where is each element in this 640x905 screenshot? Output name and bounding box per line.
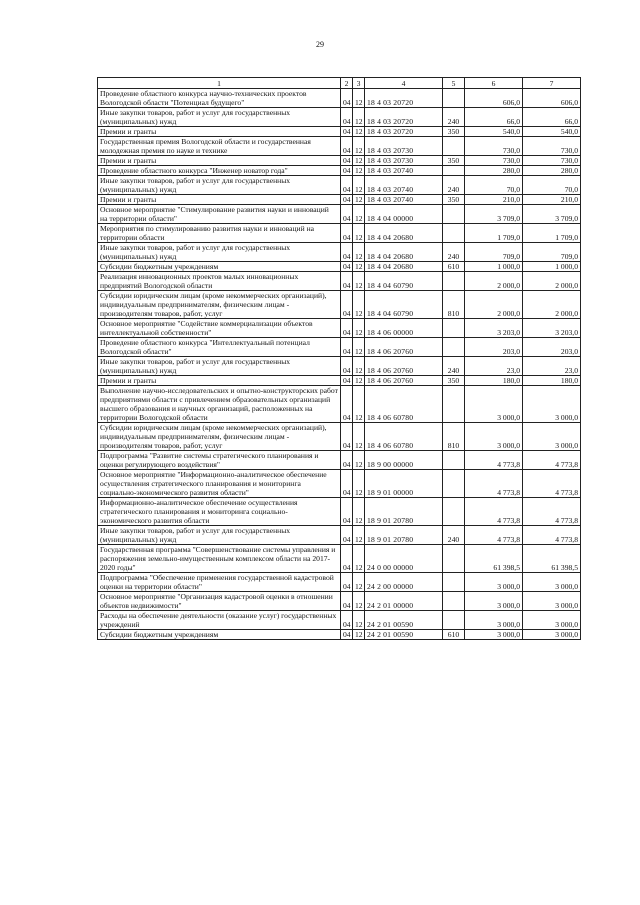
amount-total-cell: 606,0 xyxy=(523,89,581,108)
target-article-cell: 24 0 00 00000 xyxy=(365,545,443,573)
row-name-cell: Основное мероприятие "Информационно-аналитическое обеспечение осуществления стратегического планирования и мониторинга социально-экономического развития области" xyxy=(98,470,341,498)
row-name-cell: Иные закупки товаров, работ и услуг для государственных (муниципальных) нужд xyxy=(98,108,341,127)
subsection-code-cell: 12 xyxy=(353,611,365,630)
section-code-cell: 04 xyxy=(341,498,353,526)
section-code-cell: 04 xyxy=(341,573,353,592)
section-code-cell: 04 xyxy=(341,451,353,470)
row-name-cell: Мероприятия по стимулированию развития науки и инноваций на территории области xyxy=(98,224,341,243)
subsection-code-cell: 12 xyxy=(353,526,365,545)
row-name-cell: Премии и гранты xyxy=(98,376,341,386)
amount-cell: 3 000,0 xyxy=(465,630,523,640)
amount-cell: 3 000,0 xyxy=(465,386,523,423)
section-code-cell: 04 xyxy=(341,611,353,630)
row-name-cell: Проведение областного конкурса "Инженер новатор года" xyxy=(98,166,341,176)
row-name-cell: Субсидии юридическим лицам (кроме некоммерческих организаций), индивидуальным предпринимателям, физическим лицам - производителям товаров, работ, услуг xyxy=(98,291,341,319)
table-row xyxy=(98,611,581,630)
amount-total-cell: 66,0 xyxy=(523,108,581,127)
table-row xyxy=(98,156,581,166)
column-header: 7 xyxy=(523,78,581,89)
section-code-cell: 04 xyxy=(341,224,353,243)
table-row xyxy=(98,108,581,127)
amount-cell: 3 709,0 xyxy=(465,205,523,224)
subsection-code-cell: 12 xyxy=(353,319,365,338)
target-article-cell: 18 4 06 20760 xyxy=(365,376,443,386)
table-row xyxy=(98,423,581,451)
table-row xyxy=(98,224,581,243)
expense-type-cell xyxy=(443,224,465,243)
subsection-code-cell: 12 xyxy=(353,357,365,376)
subsection-code-cell: 12 xyxy=(353,272,365,291)
section-code-cell: 04 xyxy=(341,545,353,573)
expense-type-cell xyxy=(443,89,465,108)
section-code-cell: 04 xyxy=(341,423,353,451)
amount-total-cell: 709,0 xyxy=(523,243,581,262)
subsection-code-cell: 12 xyxy=(353,291,365,319)
section-code-cell: 04 xyxy=(341,291,353,319)
row-name-cell: Субсидии юридическим лицам (кроме некоммерческих организаций), индивидуальным предпринимателям, физическим лицам - производителям товаров, работ, услуг xyxy=(98,423,341,451)
subsection-code-cell: 12 xyxy=(353,386,365,423)
target-article-cell: 18 4 04 60790 xyxy=(365,272,443,291)
amount-total-cell: 180,0 xyxy=(523,376,581,386)
subsection-code-cell: 12 xyxy=(353,338,365,357)
subsection-code-cell: 12 xyxy=(353,592,365,611)
target-article-cell: 18 4 06 20760 xyxy=(365,357,443,376)
table-row xyxy=(98,545,581,573)
row-name-cell: Реализация инновационных проектов малых инновационных предприятий Вологодской области xyxy=(98,272,341,291)
section-code-cell: 04 xyxy=(341,176,353,195)
amount-cell: 61 398,5 xyxy=(465,545,523,573)
amount-total-cell: 4 773,8 xyxy=(523,498,581,526)
expense-type-cell xyxy=(443,137,465,156)
expense-type-cell: 350 xyxy=(443,376,465,386)
row-name-cell: Премии и гранты xyxy=(98,156,341,166)
table-row xyxy=(98,592,581,611)
column-header: 6 xyxy=(465,78,523,89)
amount-total-cell: 4 773,8 xyxy=(523,451,581,470)
amount-cell: 4 773,8 xyxy=(465,470,523,498)
row-name-cell: Основное мероприятие "Содействие коммерциализации объектов интеллектуальной собственности" xyxy=(98,319,341,338)
expense-type-cell: 610 xyxy=(443,630,465,640)
amount-cell: 3 203,0 xyxy=(465,319,523,338)
amount-total-cell: 540,0 xyxy=(523,127,581,137)
amount-total-cell: 730,0 xyxy=(523,156,581,166)
amount-cell: 540,0 xyxy=(465,127,523,137)
target-article-cell: 18 4 04 20680 xyxy=(365,224,443,243)
expense-type-cell: 240 xyxy=(443,357,465,376)
section-code-cell: 04 xyxy=(341,592,353,611)
amount-cell: 1 000,0 xyxy=(465,262,523,272)
target-article-cell: 18 4 03 20730 xyxy=(365,137,443,156)
subsection-code-cell: 12 xyxy=(353,376,365,386)
subsection-code-cell: 12 xyxy=(353,451,365,470)
section-code-cell: 04 xyxy=(341,195,353,205)
amount-total-cell: 61 398,5 xyxy=(523,545,581,573)
column-header: 1 xyxy=(98,78,341,89)
column-header: 4 xyxy=(365,78,443,89)
target-article-cell: 18 4 04 60790 xyxy=(365,291,443,319)
amount-cell: 70,0 xyxy=(465,176,523,195)
table-row xyxy=(98,451,581,470)
row-name-cell: Основное мероприятие "Организация кадастровой оценки в отношении объектов недвижимости" xyxy=(98,592,341,611)
table-row xyxy=(98,89,581,108)
target-article-cell: 18 4 03 20740 xyxy=(365,176,443,195)
subsection-code-cell: 12 xyxy=(353,545,365,573)
target-article-cell: 18 4 03 20740 xyxy=(365,166,443,176)
section-code-cell: 04 xyxy=(341,376,353,386)
row-name-cell: Подпрограмма "Развитие системы стратегического планирования и оценки регулирующего воздействия" xyxy=(98,451,341,470)
expense-type-cell: 810 xyxy=(443,423,465,451)
subsection-code-cell: 12 xyxy=(353,630,365,640)
amount-total-cell: 70,0 xyxy=(523,176,581,195)
amount-cell: 23,0 xyxy=(465,357,523,376)
target-article-cell: 18 4 04 20680 xyxy=(365,243,443,262)
section-code-cell: 04 xyxy=(341,319,353,338)
expense-type-cell xyxy=(443,166,465,176)
column-header: 5 xyxy=(443,78,465,89)
section-code-cell: 04 xyxy=(341,108,353,127)
amount-cell: 66,0 xyxy=(465,108,523,127)
amount-cell: 730,0 xyxy=(465,137,523,156)
amount-total-cell: 3 000,0 xyxy=(523,611,581,630)
expense-type-cell: 810 xyxy=(443,291,465,319)
subsection-code-cell: 12 xyxy=(353,89,365,108)
row-name-cell: Государственная премия Вологодской области и государственная молодежная премия по науке и технике xyxy=(98,137,341,156)
table-row xyxy=(98,176,581,195)
expense-type-cell: 350 xyxy=(443,156,465,166)
subsection-code-cell: 12 xyxy=(353,573,365,592)
expense-type-cell xyxy=(443,611,465,630)
subsection-code-cell: 12 xyxy=(353,195,365,205)
subsection-code-cell: 12 xyxy=(353,176,365,195)
amount-total-cell: 3 000,0 xyxy=(523,423,581,451)
target-article-cell: 18 4 03 20740 xyxy=(365,195,443,205)
row-name-cell: Выполнение научно-исследовательских и опытно-конструкторских работ предприятиями области с привлечением образовательных организаций высшего образования и научных организаций, расположенных на территории Вологодской области xyxy=(98,386,341,423)
subsection-code-cell: 12 xyxy=(353,108,365,127)
amount-cell: 709,0 xyxy=(465,243,523,262)
target-article-cell: 18 9 01 20780 xyxy=(365,498,443,526)
section-code-cell: 04 xyxy=(341,89,353,108)
subsection-code-cell: 12 xyxy=(353,423,365,451)
target-article-cell: 18 4 06 00000 xyxy=(365,319,443,338)
table-row xyxy=(98,526,581,545)
section-code-cell: 04 xyxy=(341,272,353,291)
column-header: 3 xyxy=(353,78,365,89)
expense-type-cell xyxy=(443,573,465,592)
target-article-cell: 18 9 00 00000 xyxy=(365,451,443,470)
expense-type-cell: 350 xyxy=(443,195,465,205)
row-name-cell: Субсидии бюджетным учреждениям xyxy=(98,630,341,640)
target-article-cell: 18 4 03 20730 xyxy=(365,156,443,166)
expense-type-cell xyxy=(443,338,465,357)
expense-type-cell: 240 xyxy=(443,526,465,545)
expense-type-cell xyxy=(443,205,465,224)
row-name-cell: Субсидии бюджетным учреждениям xyxy=(98,262,341,272)
amount-total-cell: 3 000,0 xyxy=(523,592,581,611)
amount-cell: 180,0 xyxy=(465,376,523,386)
section-code-cell: 04 xyxy=(341,156,353,166)
table-row xyxy=(98,262,581,272)
amount-total-cell: 280,0 xyxy=(523,166,581,176)
amount-total-cell: 203,0 xyxy=(523,338,581,357)
table-row xyxy=(98,498,581,526)
expense-type-cell xyxy=(443,319,465,338)
target-article-cell: 24 2 01 00590 xyxy=(365,630,443,640)
amount-cell: 2 000,0 xyxy=(465,291,523,319)
target-article-cell: 18 4 04 20680 xyxy=(365,262,443,272)
column-header: 2 xyxy=(341,78,353,89)
subsection-code-cell: 12 xyxy=(353,262,365,272)
amount-total-cell: 3 000,0 xyxy=(523,573,581,592)
table-row xyxy=(98,470,581,498)
target-article-cell: 24 2 01 00000 xyxy=(365,592,443,611)
target-article-cell: 18 4 03 20720 xyxy=(365,127,443,137)
table-row xyxy=(98,357,581,376)
amount-cell: 730,0 xyxy=(465,156,523,166)
table-header-row xyxy=(98,78,581,89)
table-row xyxy=(98,205,581,224)
target-article-cell: 18 9 01 00000 xyxy=(365,470,443,498)
table-row xyxy=(98,386,581,423)
row-name-cell: Иные закупки товаров, работ и услуг для государственных (муниципальных) нужд xyxy=(98,176,341,195)
amount-total-cell: 2 000,0 xyxy=(523,291,581,319)
subsection-code-cell: 12 xyxy=(353,156,365,166)
table-row xyxy=(98,291,581,319)
section-code-cell: 04 xyxy=(341,127,353,137)
amount-cell: 280,0 xyxy=(465,166,523,176)
section-code-cell: 04 xyxy=(341,386,353,423)
amount-cell: 3 000,0 xyxy=(465,592,523,611)
table-row xyxy=(98,137,581,156)
amount-cell: 203,0 xyxy=(465,338,523,357)
target-article-cell: 18 4 06 60780 xyxy=(365,386,443,423)
subsection-code-cell: 12 xyxy=(353,166,365,176)
expense-type-cell xyxy=(443,545,465,573)
row-name-cell: Проведение областного конкурса "Интеллектуальный потенциал Вологодской области" xyxy=(98,338,341,357)
target-article-cell: 24 2 01 00590 xyxy=(365,611,443,630)
table-row xyxy=(98,376,581,386)
expense-type-cell: 240 xyxy=(443,243,465,262)
row-name-cell: Премии и гранты xyxy=(98,195,341,205)
table-body xyxy=(98,89,581,640)
section-code-cell: 04 xyxy=(341,137,353,156)
section-code-cell: 04 xyxy=(341,630,353,640)
table-row xyxy=(98,319,581,338)
subsection-code-cell: 12 xyxy=(353,127,365,137)
budget-table xyxy=(97,77,581,640)
amount-total-cell: 3 203,0 xyxy=(523,319,581,338)
expense-type-cell xyxy=(443,451,465,470)
expense-type-cell: 610 xyxy=(443,262,465,272)
amount-total-cell: 3 709,0 xyxy=(523,205,581,224)
amount-total-cell: 730,0 xyxy=(523,137,581,156)
row-name-cell: Информационно-аналитическое обеспечение осуществления стратегического планирования и мониторинга социально-экономического развития области xyxy=(98,498,341,526)
amount-total-cell: 4 773,8 xyxy=(523,526,581,545)
target-article-cell: 18 4 03 20720 xyxy=(365,108,443,127)
table-row xyxy=(98,272,581,291)
section-code-cell: 04 xyxy=(341,470,353,498)
row-name-cell: Подпрограмма "Обеспечение применения государственной кадастровой оценки на территории области" xyxy=(98,573,341,592)
row-name-cell: Иные закупки товаров, работ и услуг для государственных (муниципальных) нужд xyxy=(98,243,341,262)
table-row xyxy=(98,573,581,592)
subsection-code-cell: 12 xyxy=(353,205,365,224)
row-name-cell: Иные закупки товаров, работ и услуг для государственных (муниципальных) нужд xyxy=(98,526,341,545)
target-article-cell: 18 4 06 20760 xyxy=(365,338,443,357)
section-code-cell: 04 xyxy=(341,262,353,272)
amount-cell: 3 000,0 xyxy=(465,573,523,592)
target-article-cell: 24 2 00 00000 xyxy=(365,573,443,592)
table-row xyxy=(98,338,581,357)
amount-total-cell: 3 000,0 xyxy=(523,630,581,640)
amount-cell: 4 773,8 xyxy=(465,451,523,470)
table-row xyxy=(98,243,581,262)
target-article-cell: 18 4 03 20720 xyxy=(365,89,443,108)
table-row xyxy=(98,195,581,205)
row-name-cell: Расходы на обеспечение деятельности (оказание услуг) государственных учреждений xyxy=(98,611,341,630)
amount-total-cell: 2 000,0 xyxy=(523,272,581,291)
amount-cell: 2 000,0 xyxy=(465,272,523,291)
amount-total-cell: 23,0 xyxy=(523,357,581,376)
amount-cell: 3 000,0 xyxy=(465,611,523,630)
section-code-cell: 04 xyxy=(341,526,353,545)
subsection-code-cell: 12 xyxy=(353,470,365,498)
expense-type-cell xyxy=(443,470,465,498)
amount-cell: 3 000,0 xyxy=(465,423,523,451)
table-row xyxy=(98,127,581,137)
subsection-code-cell: 12 xyxy=(353,498,365,526)
subsection-code-cell: 12 xyxy=(353,224,365,243)
expense-type-cell: 350 xyxy=(443,127,465,137)
expense-type-cell xyxy=(443,592,465,611)
amount-total-cell: 1 000,0 xyxy=(523,262,581,272)
expense-type-cell: 240 xyxy=(443,108,465,127)
section-code-cell: 04 xyxy=(341,166,353,176)
row-name-cell: Проведение областного конкурса научно-технических проектов Вологодской области "Потенциал будущего" xyxy=(98,89,341,108)
section-code-cell: 04 xyxy=(341,205,353,224)
row-name-cell: Иные закупки товаров, работ и услуг для государственных (муниципальных) нужд xyxy=(98,357,341,376)
table-row xyxy=(98,166,581,176)
target-article-cell: 18 4 06 60780 xyxy=(365,423,443,451)
table-row xyxy=(98,630,581,640)
expense-type-cell xyxy=(443,498,465,526)
section-code-cell: 04 xyxy=(341,243,353,262)
amount-cell: 210,0 xyxy=(465,195,523,205)
amount-cell: 606,0 xyxy=(465,89,523,108)
section-code-cell: 04 xyxy=(341,338,353,357)
amount-cell: 4 773,8 xyxy=(465,526,523,545)
amount-total-cell: 4 773,8 xyxy=(523,470,581,498)
section-code-cell: 04 xyxy=(341,357,353,376)
target-article-cell: 18 9 01 20780 xyxy=(365,526,443,545)
row-name-cell: Государственная программа "Совершенствование системы управления и распоряжения земельно-имущественным комплексом области на 2017-2020 годы" xyxy=(98,545,341,573)
subsection-code-cell: 12 xyxy=(353,243,365,262)
page-number: 29 xyxy=(316,40,324,49)
expense-type-cell xyxy=(443,386,465,423)
row-name-cell: Премии и гранты xyxy=(98,127,341,137)
subsection-code-cell: 12 xyxy=(353,137,365,156)
amount-total-cell: 210,0 xyxy=(523,195,581,205)
expense-type-cell: 240 xyxy=(443,176,465,195)
amount-total-cell: 1 709,0 xyxy=(523,224,581,243)
target-article-cell: 18 4 04 00000 xyxy=(365,205,443,224)
amount-cell: 1 709,0 xyxy=(465,224,523,243)
amount-total-cell: 3 000,0 xyxy=(523,386,581,423)
amount-cell: 4 773,8 xyxy=(465,498,523,526)
expense-type-cell xyxy=(443,272,465,291)
row-name-cell: Основное мероприятие "Стимулирование развития науки и инноваций на территории области" xyxy=(98,205,341,224)
